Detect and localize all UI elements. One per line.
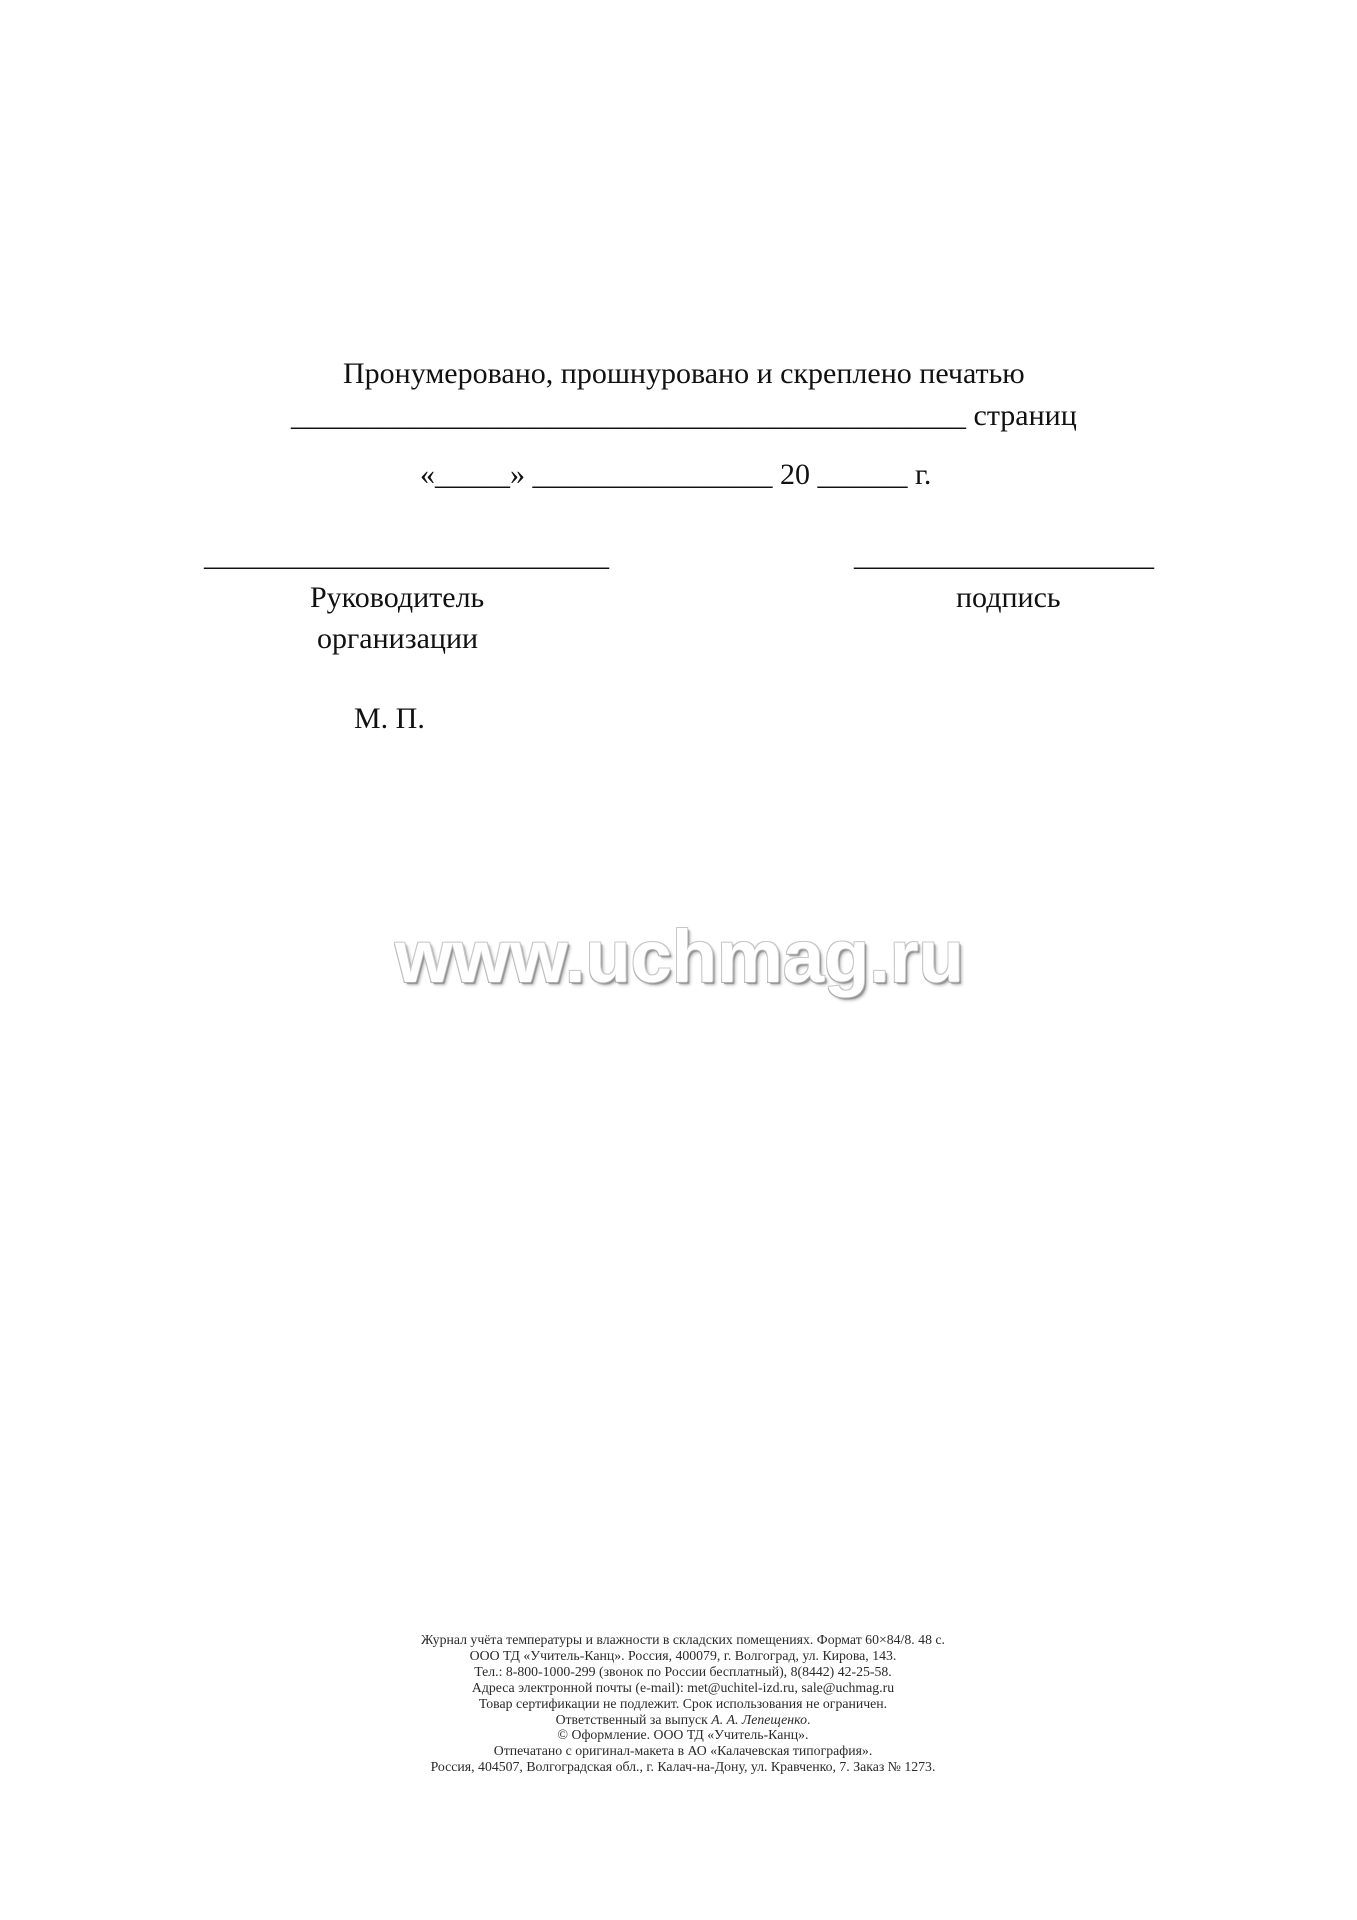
responsible-prefix: Ответственный за выпуск [555, 1711, 712, 1727]
imprint-line: ООО ТД «Учитель-Канц». Россия, 400079, г. Волгоград, ул. Кирова, 143. [469, 1647, 897, 1663]
date-line: «_____» ________________ 20 ______ г. [420, 458, 932, 491]
imprint-line: Адреса электронной почты (e-mail): met@uchitel-izd.ru, sale@uchmag.ru [471, 1679, 895, 1695]
imprint-block [200, 1632, 1166, 1775]
watermark: www.uchmag.ru [395, 915, 964, 998]
certification-title: Пронумеровано, прошнуровано и скреплено печатью [343, 357, 1025, 390]
organization-label: организации [317, 622, 479, 655]
imprint-line: © Оформление. ООО ТД «Учитель-Канц». [557, 1727, 809, 1743]
signature-blank: ____________________ [854, 539, 1154, 572]
responsible-suffix: . [806, 1711, 811, 1727]
imprint-line: Россия, 404507, Волгоградская обл., г. Калач-на-Дону, ул. Кравченко, 7. Заказ № 1273. [430, 1759, 936, 1775]
head-name-blank: ___________________________ [204, 539, 609, 572]
imprint-responsible-line [200, 1712, 1166, 1728]
imprint-line: Отпечатано с оригинал-макета в АО «Калачевская типография». [493, 1743, 873, 1759]
responsible-name: А. А. Лепещенко [711, 1711, 807, 1727]
signature-label: подпись [956, 581, 1061, 614]
imprint-line: Товар сертификации не подлежит. Срок использования не ограничен. [478, 1695, 888, 1711]
stamp-place-label: М. П. [354, 702, 425, 735]
head-label: Руководитель [310, 581, 485, 614]
page-count-line: _____________________________________________ страниц [291, 399, 1077, 432]
imprint-line: Журнал учёта температуры и влажности в складских помещениях. Формат 60×84/8. 48 с. [420, 1632, 946, 1647]
imprint-line: Тел.: 8-800-1000-299 (звонок по России бесплатный), 8(8442) 42-25-58. [474, 1663, 892, 1679]
